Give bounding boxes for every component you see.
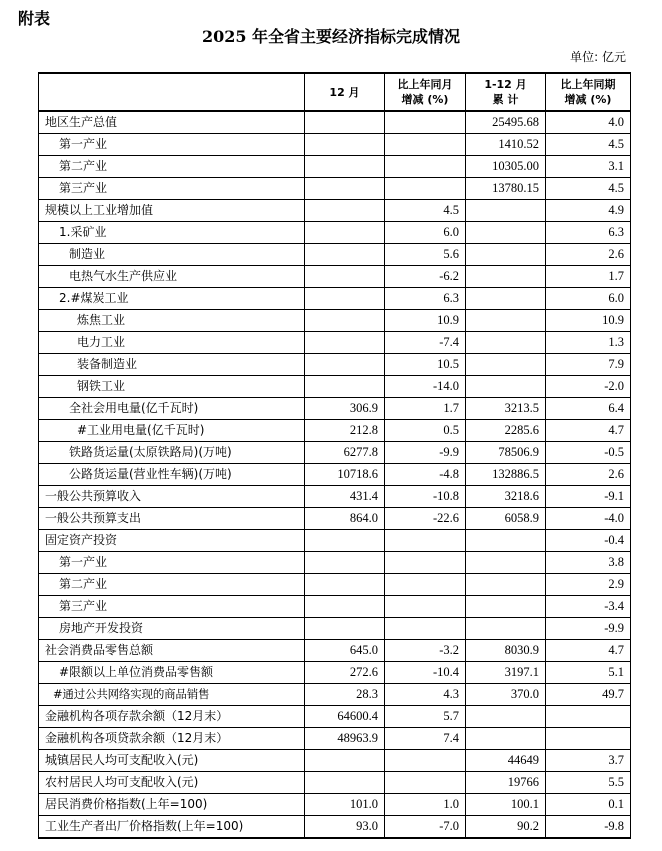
cumulative-value-cell: 3213.5 [466, 398, 546, 420]
month-value-cell: 101.0 [305, 794, 385, 816]
cumulative-value-cell: 3218.6 [466, 486, 546, 508]
cumulative-value-cell [466, 574, 546, 596]
month-yoy-cell: 1.7 [385, 398, 466, 420]
month-value-cell [305, 156, 385, 178]
month-value-cell: 864.0 [305, 508, 385, 530]
month-yoy-cell: 4.5 [385, 200, 466, 222]
month-value-cell [305, 552, 385, 574]
indicator-name-cell: 装备制造业 [39, 354, 305, 376]
table-row [39, 816, 631, 839]
indicator-name-cell: 一般公共预算收入 [39, 486, 305, 508]
header-month-yoy [385, 73, 466, 111]
cumulative-value-cell: 100.1 [466, 794, 546, 816]
table-row [39, 222, 631, 244]
header-cumulative-yoy-line2: 增减 (%) [564, 93, 612, 106]
cumulative-value-cell [466, 530, 546, 552]
table-row [39, 728, 631, 750]
indicator-name-cell: 居民消费价格指数(上年=100) [39, 794, 305, 816]
month-yoy-cell [385, 596, 466, 618]
indicators-table [38, 72, 631, 839]
indicator-name-cell: 固定资产投资 [39, 530, 305, 552]
month-yoy-cell [385, 552, 466, 574]
month-value-cell [305, 200, 385, 222]
cumulative-value-cell [466, 706, 546, 728]
cumulative-yoy-cell: 3.7 [546, 750, 631, 772]
header-month-yoy-line2: 增减 (%) [401, 93, 449, 106]
cumulative-value-cell [466, 376, 546, 398]
cumulative-yoy-cell: 5.1 [546, 662, 631, 684]
cumulative-yoy-cell: -9.9 [546, 618, 631, 640]
table-row [39, 684, 631, 706]
cumulative-yoy-cell: -4.0 [546, 508, 631, 530]
month-value-cell [305, 310, 385, 332]
cumulative-value-cell [466, 266, 546, 288]
cumulative-yoy-cell: 4.7 [546, 640, 631, 662]
indicator-name-cell: 金融机构各项贷款余额（12月末） [39, 728, 305, 750]
cumulative-value-cell: 370.0 [466, 684, 546, 706]
indicator-name-cell: 2.#煤炭工业 [39, 288, 305, 310]
table-row [39, 640, 631, 662]
cumulative-value-cell: 19766 [466, 772, 546, 794]
table-row [39, 332, 631, 354]
table-row [39, 662, 631, 684]
table-row [39, 376, 631, 398]
month-value-cell [305, 222, 385, 244]
cumulative-value-cell [466, 354, 546, 376]
indicator-name-cell: 第一产业 [39, 134, 305, 156]
header-cumulative-yoy [546, 73, 631, 111]
cumulative-value-cell [466, 244, 546, 266]
header-cumulative-line1: 1-12 月 [484, 78, 527, 91]
header-month [305, 73, 385, 111]
month-yoy-cell: 0.5 [385, 420, 466, 442]
month-yoy-cell: -3.2 [385, 640, 466, 662]
cumulative-yoy-cell: 4.5 [546, 178, 631, 200]
month-value-cell [305, 750, 385, 772]
cumulative-value-cell: 90.2 [466, 816, 546, 839]
month-value-cell [305, 376, 385, 398]
table-row [39, 552, 631, 574]
cumulative-yoy-cell: 2.6 [546, 464, 631, 486]
unit-label: 单位: 亿元 [570, 50, 626, 64]
cumulative-yoy-cell: -9.8 [546, 816, 631, 839]
month-yoy-cell: 4.3 [385, 684, 466, 706]
table-row [39, 706, 631, 728]
cumulative-yoy-cell: 3.1 [546, 156, 631, 178]
cumulative-value-cell [466, 310, 546, 332]
month-yoy-cell: -10.4 [385, 662, 466, 684]
indicator-name-cell: 电热气水生产供应业 [39, 266, 305, 288]
month-value-cell [305, 354, 385, 376]
month-yoy-cell: -9.9 [385, 442, 466, 464]
month-value-cell: 48963.9 [305, 728, 385, 750]
cumulative-value-cell: 44649 [466, 750, 546, 772]
month-yoy-cell: 6.3 [385, 288, 466, 310]
cumulative-yoy-cell: -3.4 [546, 596, 631, 618]
cumulative-yoy-cell: 4.5 [546, 134, 631, 156]
cumulative-yoy-cell: 6.0 [546, 288, 631, 310]
cumulative-yoy-cell: 7.9 [546, 354, 631, 376]
cumulative-yoy-cell: 4.9 [546, 200, 631, 222]
indicator-name-cell: 钢铁工业 [39, 376, 305, 398]
cumulative-value-cell [466, 596, 546, 618]
indicator-name-cell: 规模以上工业增加值 [39, 200, 305, 222]
cumulative-value-cell: 10305.00 [466, 156, 546, 178]
cumulative-value-cell: 78506.9 [466, 442, 546, 464]
indicator-name-cell: 工业生产者出厂价格指数(上年=100) [39, 816, 305, 839]
cumulative-yoy-cell: -2.0 [546, 376, 631, 398]
cumulative-value-cell [466, 618, 546, 640]
month-value-cell: 6277.8 [305, 442, 385, 464]
cumulative-value-cell [466, 288, 546, 310]
month-yoy-cell [385, 530, 466, 552]
month-yoy-cell: -6.2 [385, 266, 466, 288]
month-yoy-cell: 5.6 [385, 244, 466, 266]
indicator-name-cell: 金融机构各项存款余额（12月末） [39, 706, 305, 728]
cumulative-yoy-cell: 1.7 [546, 266, 631, 288]
cumulative-yoy-cell: 6.3 [546, 222, 631, 244]
month-yoy-cell: 6.0 [385, 222, 466, 244]
month-yoy-cell: -10.8 [385, 486, 466, 508]
cumulative-yoy-cell: 10.9 [546, 310, 631, 332]
cumulative-value-cell: 6058.9 [466, 508, 546, 530]
month-value-cell [305, 596, 385, 618]
month-yoy-cell: 10.5 [385, 354, 466, 376]
header-month-yoy-line1: 比上年同月 [397, 78, 453, 91]
indicator-name-cell: 全社会用电量(亿千瓦时) [39, 398, 305, 420]
table-row [39, 156, 631, 178]
table-body [39, 111, 631, 838]
table-row [39, 794, 631, 816]
table-row [39, 618, 631, 640]
table-row [39, 750, 631, 772]
cumulative-value-cell: 13780.15 [466, 178, 546, 200]
cumulative-value-cell [466, 222, 546, 244]
indicator-name-cell: 炼焦工业 [39, 310, 305, 332]
indicator-name-cell: 社会消费品零售总额 [39, 640, 305, 662]
indicator-name-cell: 第三产业 [39, 596, 305, 618]
table-row [39, 420, 631, 442]
month-value-cell [305, 332, 385, 354]
table-row [39, 508, 631, 530]
cumulative-yoy-cell: 1.3 [546, 332, 631, 354]
table-row [39, 574, 631, 596]
header-indicator [39, 73, 305, 111]
indicator-name-cell: 第一产业 [39, 552, 305, 574]
month-yoy-cell [385, 156, 466, 178]
cumulative-yoy-cell [546, 728, 631, 750]
header-cumulative [466, 73, 546, 111]
indicator-name-cell: 电力工业 [39, 332, 305, 354]
cumulative-value-cell: 8030.9 [466, 640, 546, 662]
cumulative-yoy-cell: 5.5 [546, 772, 631, 794]
table-row [39, 266, 631, 288]
month-yoy-cell: -7.0 [385, 816, 466, 839]
month-value-cell [305, 244, 385, 266]
month-yoy-cell [385, 134, 466, 156]
cumulative-value-cell: 3197.1 [466, 662, 546, 684]
cumulative-yoy-cell [546, 706, 631, 728]
month-value-cell [305, 178, 385, 200]
cumulative-yoy-cell: 2.6 [546, 244, 631, 266]
indicator-name-cell: #工业用电量(亿千瓦时) [39, 420, 305, 442]
indicator-name-cell: 第三产业 [39, 178, 305, 200]
indicator-name-cell: 房地产开发投资 [39, 618, 305, 640]
month-value-cell [305, 134, 385, 156]
cumulative-yoy-cell: 6.4 [546, 398, 631, 420]
table-row [39, 178, 631, 200]
cumulative-value-cell [466, 728, 546, 750]
month-yoy-cell: 1.0 [385, 794, 466, 816]
indicator-name-cell: 1.采矿业 [39, 222, 305, 244]
month-value-cell: 431.4 [305, 486, 385, 508]
cumulative-value-cell [466, 332, 546, 354]
attachment-label: 附表 [18, 9, 51, 28]
header-cumulative-yoy-line1: 比上年同期 [560, 78, 616, 91]
table-row [39, 486, 631, 508]
header-month-label: 12 月 [329, 85, 360, 99]
cumulative-yoy-cell: 4.0 [546, 111, 631, 134]
month-yoy-cell [385, 111, 466, 134]
month-yoy-cell [385, 574, 466, 596]
cumulative-yoy-cell: 4.7 [546, 420, 631, 442]
indicator-name-cell: #限额以上单位消费品零售额 [39, 662, 305, 684]
month-value-cell: 306.9 [305, 398, 385, 420]
cumulative-yoy-cell: -9.1 [546, 486, 631, 508]
table-row [39, 310, 631, 332]
indicator-name-cell: 第二产业 [39, 574, 305, 596]
cumulative-value-cell: 2285.6 [466, 420, 546, 442]
indicator-name-cell: 制造业 [39, 244, 305, 266]
table-row [39, 200, 631, 222]
indicator-name-cell: 一般公共预算支出 [39, 508, 305, 530]
table-row [39, 288, 631, 310]
indicator-name-cell: 第二产业 [39, 156, 305, 178]
month-value-cell [305, 111, 385, 134]
cumulative-yoy-cell: -0.5 [546, 442, 631, 464]
cumulative-yoy-cell: 2.9 [546, 574, 631, 596]
month-yoy-cell [385, 618, 466, 640]
month-yoy-cell: 7.4 [385, 728, 466, 750]
month-value-cell: 28.3 [305, 684, 385, 706]
indicator-name-cell: #通过公共网络实现的商品销售 [39, 684, 305, 706]
table-row [39, 596, 631, 618]
month-value-cell: 645.0 [305, 640, 385, 662]
month-value-cell: 10718.6 [305, 464, 385, 486]
table-row [39, 111, 631, 134]
month-yoy-cell: -14.0 [385, 376, 466, 398]
month-value-cell [305, 530, 385, 552]
header-cumulative-line2: 累 计 [492, 93, 519, 106]
month-yoy-cell: -7.4 [385, 332, 466, 354]
cumulative-value-cell: 132886.5 [466, 464, 546, 486]
month-yoy-cell [385, 750, 466, 772]
month-yoy-cell [385, 178, 466, 200]
indicator-name-cell: 铁路货运量(太原铁路局)(万吨) [39, 442, 305, 464]
table-row [39, 530, 631, 552]
indicator-name-cell: 地区生产总值 [39, 111, 305, 134]
cumulative-yoy-cell: 49.7 [546, 684, 631, 706]
indicator-name-cell: 城镇居民人均可支配收入(元) [39, 750, 305, 772]
cumulative-yoy-cell: -0.4 [546, 530, 631, 552]
table-row [39, 464, 631, 486]
month-value-cell [305, 772, 385, 794]
cumulative-value-cell: 25495.68 [466, 111, 546, 134]
table-row [39, 134, 631, 156]
table-row [39, 442, 631, 464]
cumulative-yoy-cell: 3.8 [546, 552, 631, 574]
table-row [39, 354, 631, 376]
month-yoy-cell [385, 772, 466, 794]
cumulative-value-cell [466, 200, 546, 222]
month-value-cell [305, 618, 385, 640]
month-value-cell [305, 574, 385, 596]
page-title: 2025 年全省主要经济指标完成情况 [201, 27, 461, 46]
month-yoy-cell: -4.8 [385, 464, 466, 486]
month-yoy-cell: 10.9 [385, 310, 466, 332]
table-row [39, 398, 631, 420]
cumulative-value-cell [466, 552, 546, 574]
month-yoy-cell: -22.6 [385, 508, 466, 530]
cumulative-yoy-cell: 0.1 [546, 794, 631, 816]
table-row [39, 244, 631, 266]
indicator-name-cell: 公路货运量(营业性车辆)(万吨) [39, 464, 305, 486]
month-value-cell [305, 266, 385, 288]
month-value-cell [305, 288, 385, 310]
month-value-cell: 272.6 [305, 662, 385, 684]
month-value-cell: 64600.4 [305, 706, 385, 728]
table-row [39, 772, 631, 794]
month-value-cell: 212.8 [305, 420, 385, 442]
indicator-name-cell: 农村居民人均可支配收入(元) [39, 772, 305, 794]
month-yoy-cell: 5.7 [385, 706, 466, 728]
table-header [39, 73, 631, 111]
cumulative-value-cell: 1410.52 [466, 134, 546, 156]
month-value-cell: 93.0 [305, 816, 385, 839]
